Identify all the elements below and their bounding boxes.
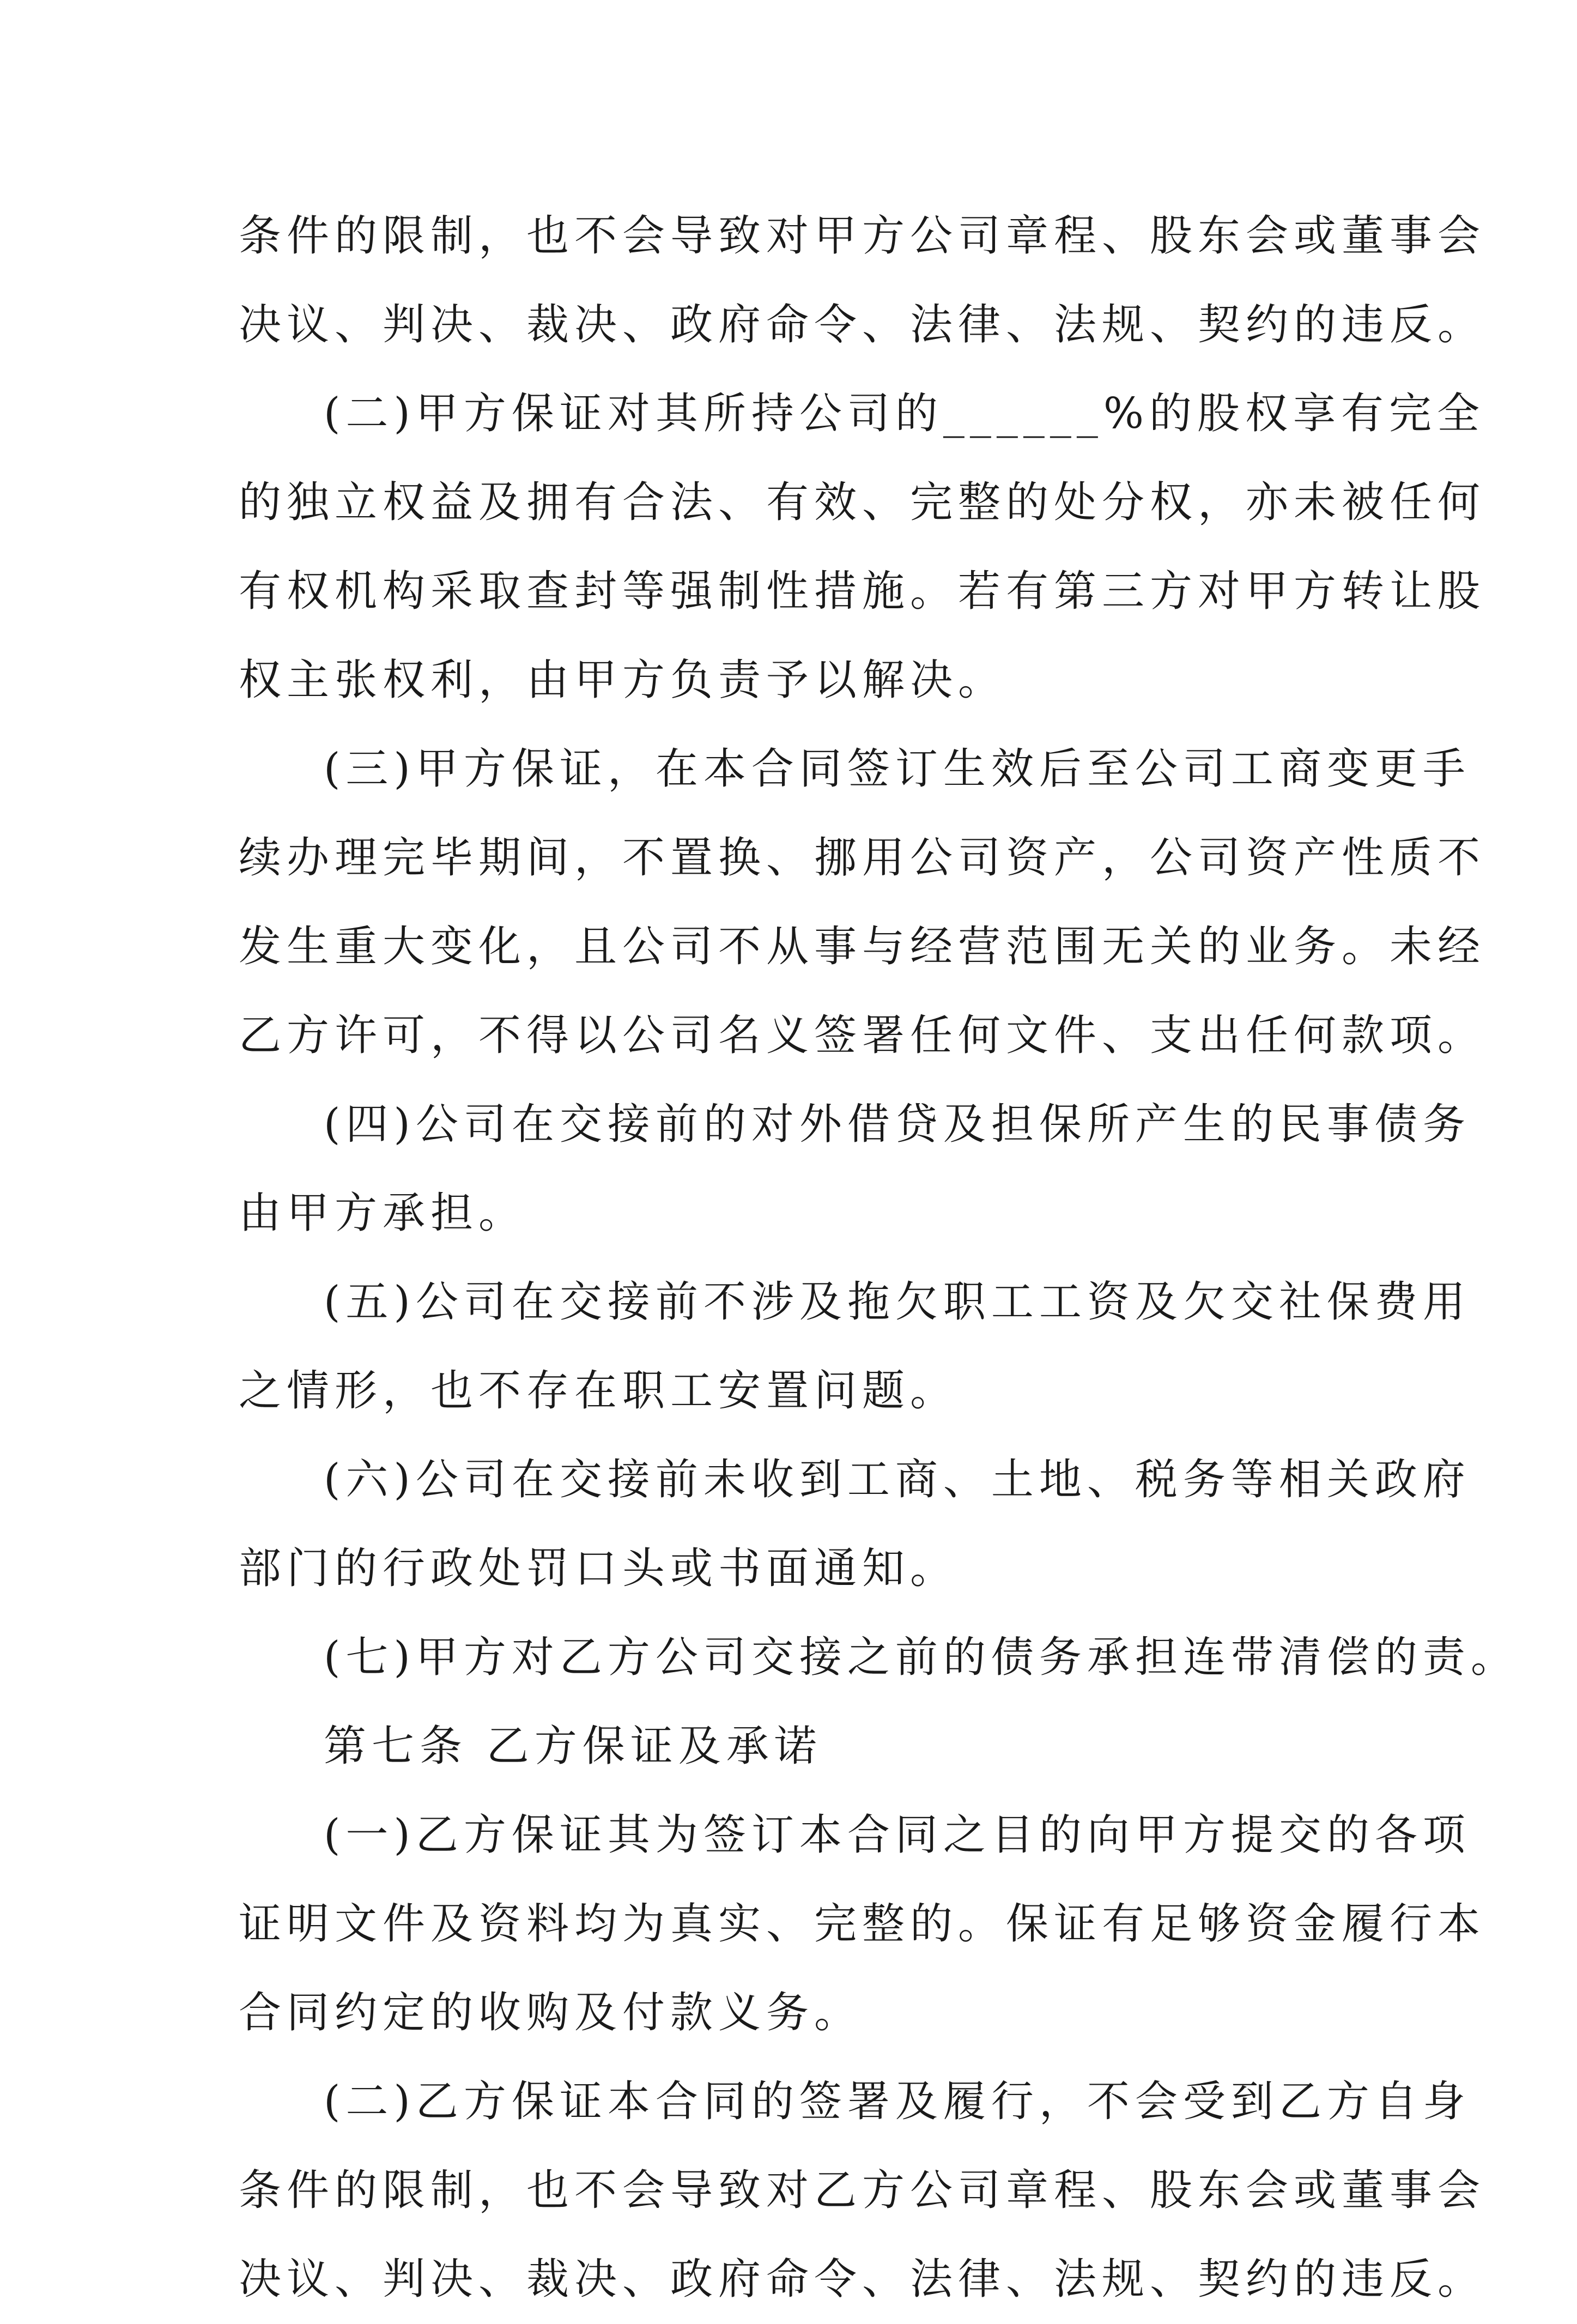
text-line: 权主张权利，由甲方负责予以解决。 <box>239 656 1006 705</box>
text-line: 之情形，也不存在职工安置问题。 <box>239 1366 959 1415</box>
text-line: 由甲方承担。 <box>239 1189 527 1238</box>
text-line: (五)公司在交接前不涉及拖欠职工工资及欠交社保费用 <box>324 1278 1471 1327</box>
text-line: (二)甲方保证对其所持公司的______%的股权享有完全 <box>324 389 1485 438</box>
text-line: 决议、判决、裁决、政府命令、法律、法规、契约的违反。 <box>239 2255 1486 2304</box>
contract-text <box>239 192 1519 2324</box>
text-line: 合同约定的收购及付款义务。 <box>239 1988 863 2037</box>
text-line: (四)公司在交接前的对外借贷及担保所产生的民事债务 <box>324 1100 1471 1149</box>
text-line: 第七条 乙方保证及承诺 <box>324 1722 822 1771</box>
text-line: 条件的限制，也不会导致对甲方公司章程、股东会或董事会 <box>239 211 1486 261</box>
text-line: (六)公司在交接前未收到工商、土地、税务等相关政府 <box>324 1455 1471 1504</box>
text-line: (三)甲方保证，在本合同签订生效后至公司工商变更手 <box>324 745 1471 794</box>
text-line: 部门的行政处罚口头或书面通知。 <box>239 1544 959 1593</box>
text-line: 续办理完毕期间，不置换、挪用公司资产，公司资产性质不 <box>239 833 1486 882</box>
text-line: 条件的限制，也不会导致对乙方公司章程、股东会或董事会 <box>239 2166 1486 2215</box>
text-line: 证明文件及资料均为真实、完整的。保证有足够资金履行本 <box>239 1899 1486 1948</box>
text-line: (七)甲方对乙方公司交接之前的债务承担连带清偿的责。 <box>324 1633 1519 1682</box>
text-line: 发生重大变化，且公司不从事与经营范围无关的业务。未经 <box>239 922 1486 971</box>
text-line: 有权机构采取查封等强制性措施。若有第三方对甲方转让股 <box>239 567 1486 616</box>
text-line: 的独立权益及拥有合法、有效、完整的处分权，亦未被任何 <box>239 478 1486 527</box>
text-line: (二)乙方保证本合同的签署及履行，不会受到乙方自身 <box>324 2077 1471 2126</box>
text-line: 乙方许可，不得以公司名义签署任何文件、支出任何款项。 <box>239 1011 1486 1060</box>
text-line: 决议、判决、裁决、政府命令、法律、法规、契约的违反。 <box>239 300 1486 349</box>
text-line: (一)乙方保证其为签订本合同之目的向甲方提交的各项 <box>324 1811 1471 1860</box>
